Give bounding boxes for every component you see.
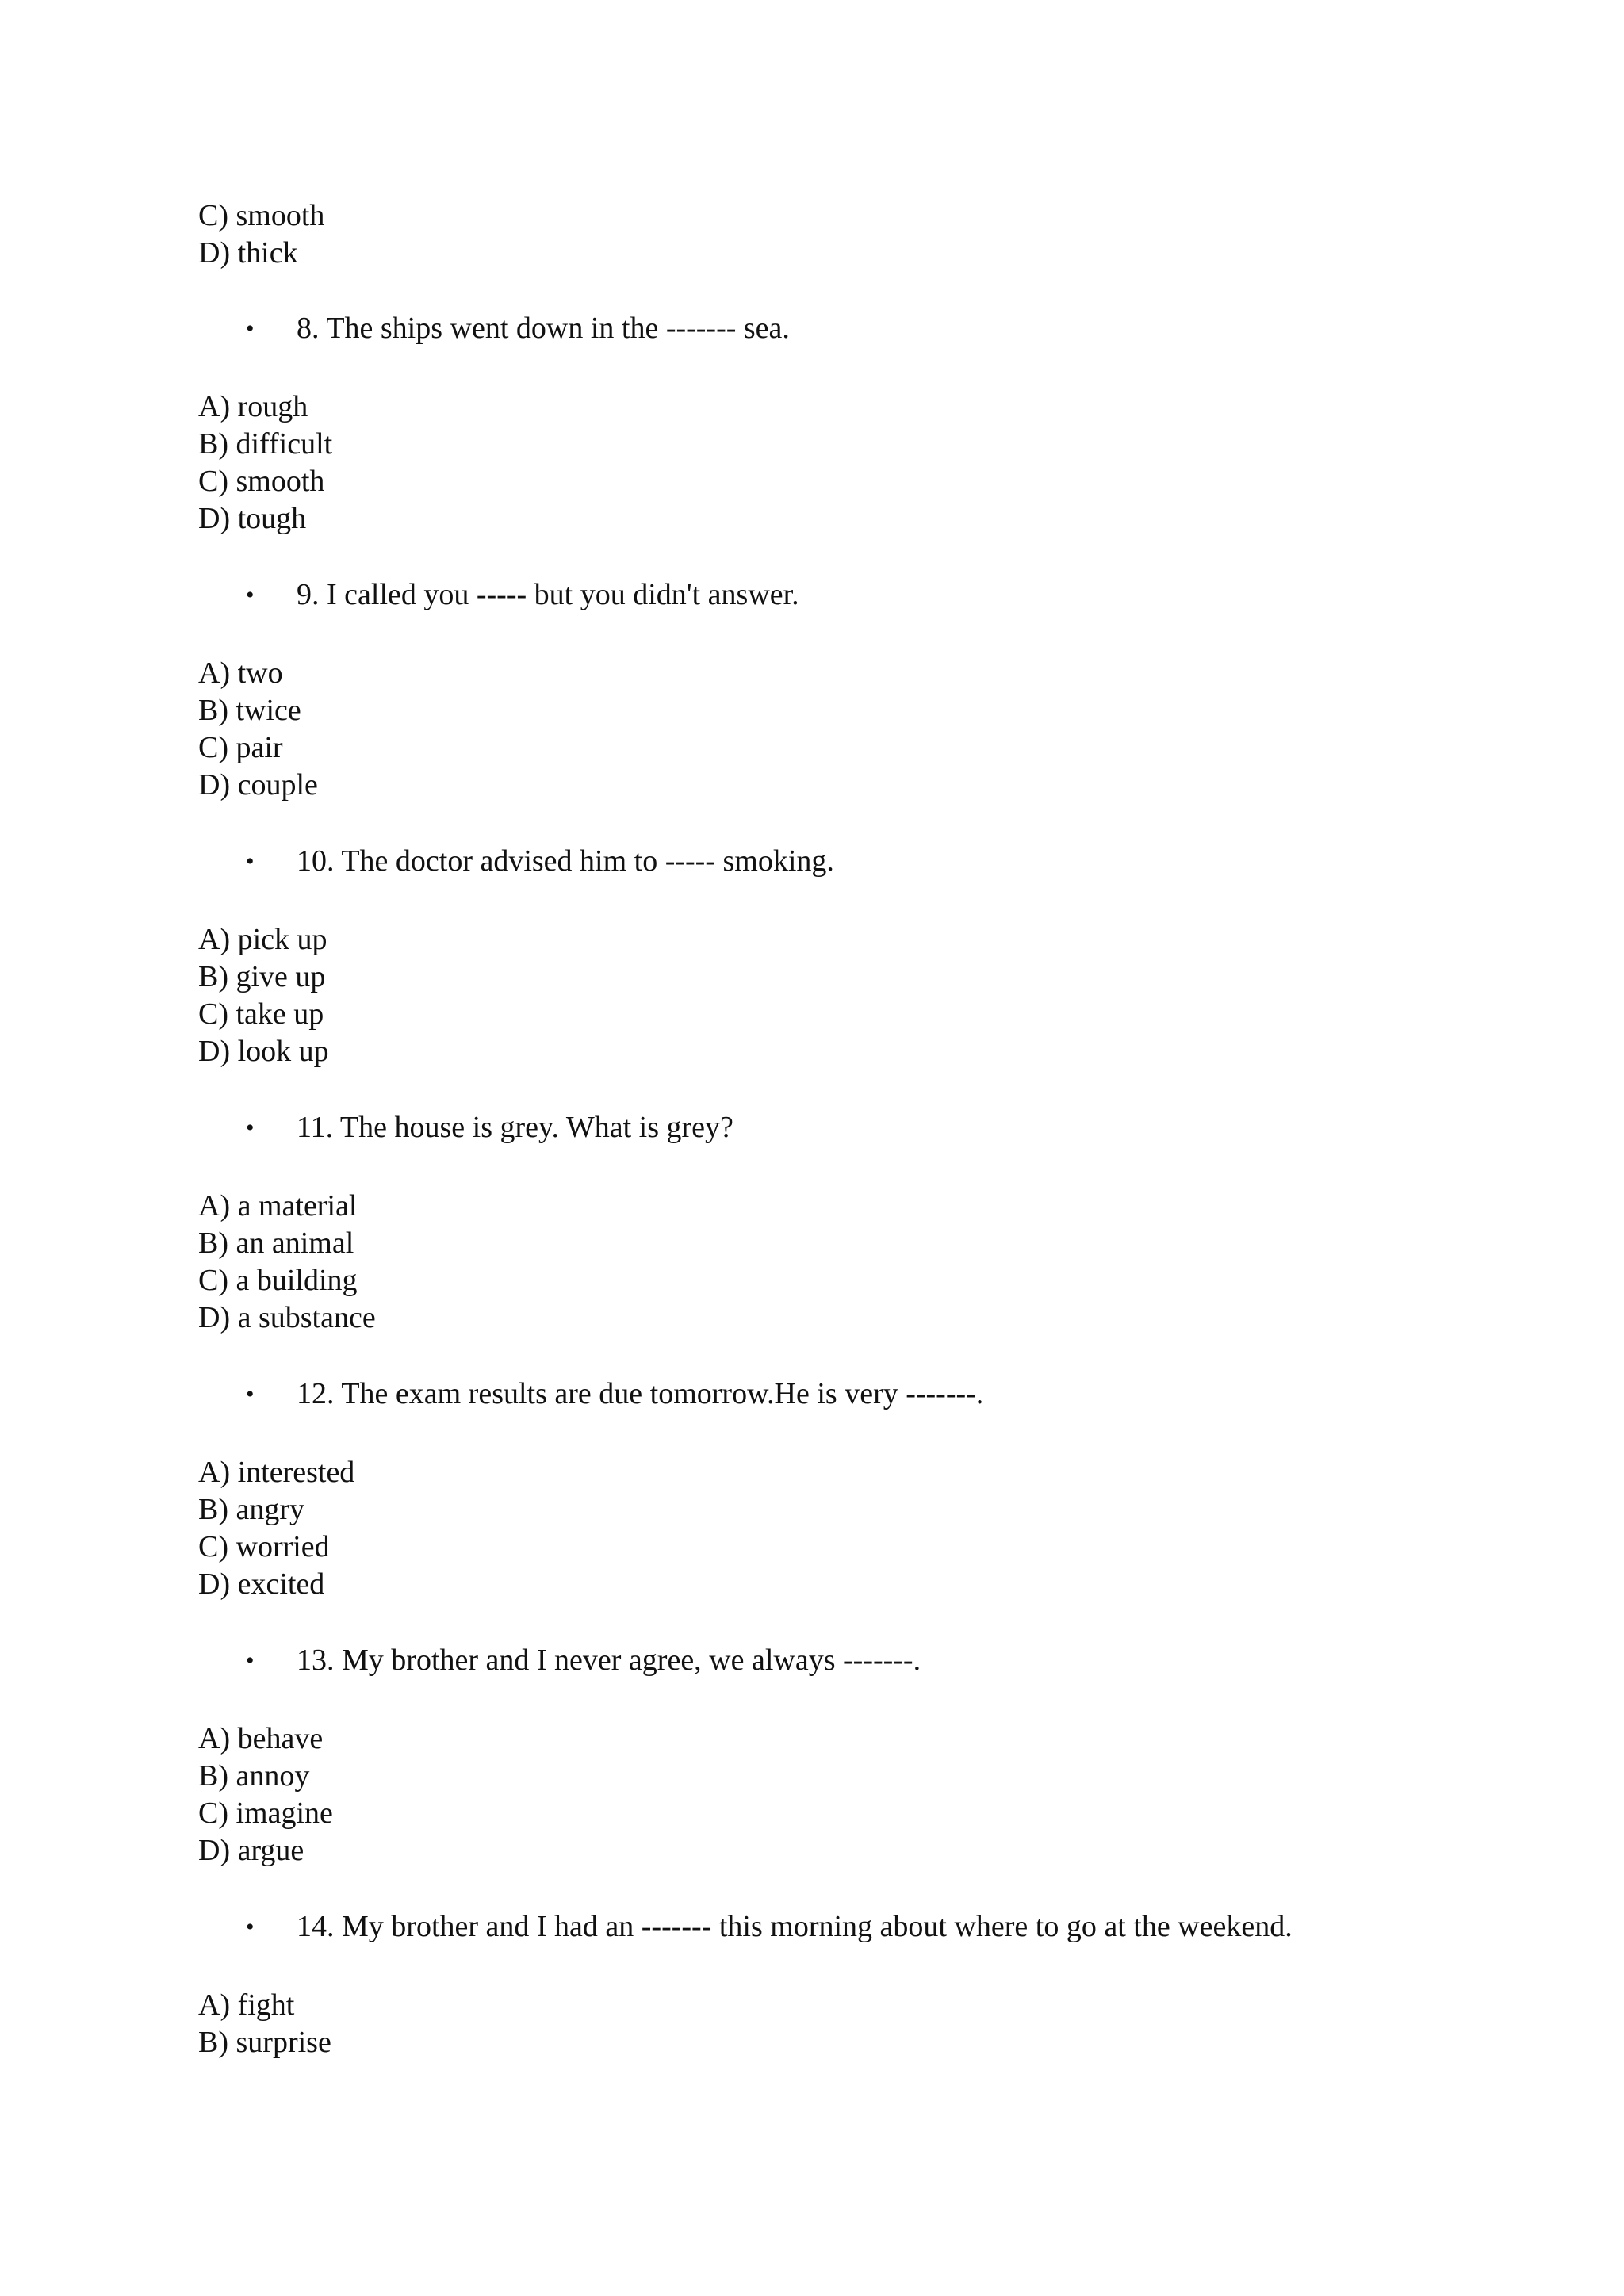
bullet-icon: • (246, 1115, 255, 1141)
option-line: D) look up (198, 1035, 329, 1068)
option-line: D) argue (198, 1834, 304, 1867)
question-item (246, 1641, 921, 1680)
option-line: B) give up (198, 960, 326, 993)
question-text: 10. The doctor advised him to ----- smoking. (297, 844, 834, 878)
bullet-icon: • (246, 1381, 255, 1407)
question-text: 9. I called you ----- but you didn't answer. (297, 578, 799, 611)
question-text: 12. The exam results are due tomorrow.He is very -------. (297, 1377, 984, 1410)
question-item (246, 576, 799, 614)
option-line: A) rough (198, 390, 308, 423)
question-item (246, 1375, 983, 1414)
option-line: A) behave (198, 1722, 324, 1755)
question-item (246, 309, 790, 348)
option-line: C) a building (198, 1264, 358, 1297)
question-item (246, 1108, 733, 1147)
option-line: D) thick (198, 236, 298, 270)
option-line: D) excited (198, 1567, 325, 1601)
option-line: A) fight (198, 1988, 295, 2022)
option-line: C) worried (198, 1530, 330, 1563)
question-item (246, 842, 834, 881)
option-line: B) surprise (198, 2026, 331, 2059)
option-line: B) twice (198, 694, 301, 727)
bullet-icon: • (246, 1914, 255, 1940)
option-line: C) smooth (198, 465, 325, 498)
option-line: D) tough (198, 502, 307, 535)
option-line: B) an animal (198, 1226, 354, 1260)
option-line: D) couple (198, 768, 318, 802)
option-line: A) pick up (198, 923, 327, 956)
question-text: 11. The house is grey. What is grey? (297, 1111, 733, 1144)
option-line: A) a material (198, 1189, 358, 1223)
option-line: C) smooth (198, 199, 325, 232)
option-line: C) imagine (198, 1797, 333, 1830)
option-line: A) interested (198, 1456, 355, 1489)
option-line: C) pair (198, 731, 283, 764)
bullet-icon: • (246, 1647, 255, 1674)
question-text: 8. The ships went down in the ------- sea. (297, 312, 790, 345)
bullet-icon: • (246, 582, 255, 608)
option-line: C) take up (198, 997, 324, 1031)
question-text: 13. My brother and I never agree, we always -------. (297, 1644, 921, 1677)
option-line: B) difficult (198, 427, 333, 461)
bullet-icon: • (246, 316, 255, 342)
option-line: D) a substance (198, 1301, 376, 1334)
option-line: B) angry (198, 1493, 305, 1526)
option-line: B) annoy (198, 1759, 310, 1793)
question-item (246, 1908, 1293, 1946)
option-line: A) two (198, 656, 283, 690)
question-text: 14. My brother and I had an ------- this morning about where to go at the weekend. (297, 1910, 1293, 1943)
bullet-icon: • (246, 848, 255, 874)
